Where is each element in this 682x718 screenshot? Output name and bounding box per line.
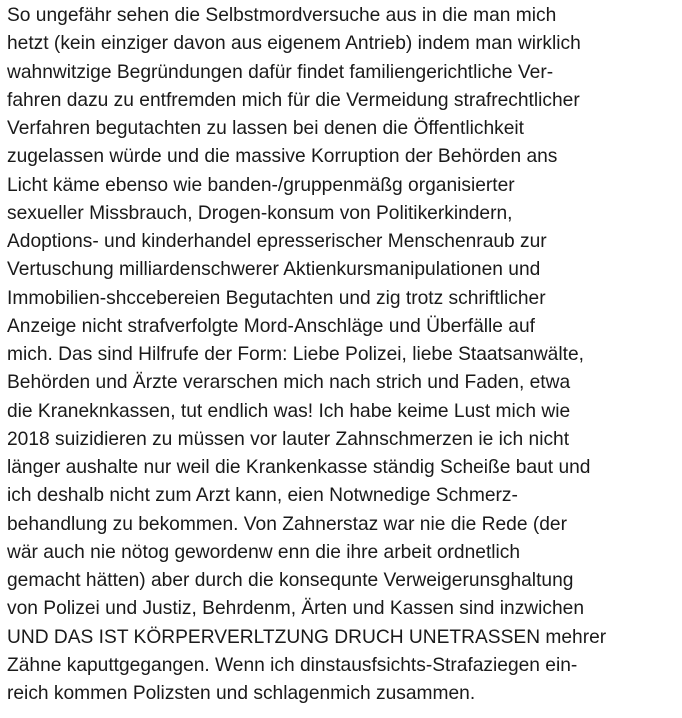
text-line: länger aushalte nur weil die Krankenkasse ständig Scheiße baut und	[7, 457, 591, 478]
text-line: fahren dazu zu entfremden mich für die Vermeidung strafrechtlicher	[7, 89, 580, 111]
text-line: wär auch nie nötog gewordenw enn die ihre arbeit ordnetlich	[7, 541, 521, 563]
text-line: gemacht hätten) aber durch die konsequnte Verweigerunsghaltung	[7, 570, 574, 591]
text-line: Verfahren begutachten zu lassen bei denen die Öffentlichkeit	[7, 118, 525, 139]
text-line: hetzt (kein einziger davon aus eigenem Antrieb) indem man wirklich	[7, 33, 581, 55]
document-text	[7, 2, 677, 708]
text-line: ich deshalb nicht zum Arzt kann, eien Notwnedige Schmerz-	[7, 485, 518, 507]
text-line: UND DAS IST KÖRPERVERLTZUNG DRUCH UNETRASSEN mehrer	[7, 626, 607, 648]
text-line: So ungefähr sehen die Selbstmordversuche aus in die man mich	[7, 5, 557, 26]
text-line: mich. Das sind Hilfrufe der Form: Liebe Polizei, liebe Staatsanwälte,	[7, 344, 584, 365]
text-line: Behörden und Ärzte verarschen mich nach strich und Faden, etwa	[7, 372, 571, 394]
text-line: Licht käme ebenso wie banden-/gruppenmäßg organisierter	[7, 174, 515, 196]
text-line: reich kommen Polizsten und schlagenmich zusammen.	[7, 683, 476, 704]
text-line: von Polizei und Justiz, Behrdenm, Ärten und Kassen sind inzwichen	[7, 598, 585, 620]
text-line: Vertuschung milliardenschwerer Aktienkursmanipulationen und	[7, 259, 541, 281]
text-line: die Kraneknkassen, tut endlich was! Ich habe keime Lust mich wie	[7, 400, 571, 422]
text-line: Zähne kaputtgegangen. Wenn ich dinstausfsichts-Strafaziegen ein-	[7, 654, 578, 676]
text-line: Immobilien-shccebereien Begutachten und zig trotz schriftlicher	[7, 287, 546, 309]
text-line: 2018 suizidieren zu müssen vor lauter Zahnschmerzen ie ich nicht	[7, 428, 570, 450]
text-line: sexueller Missbrauch, Drogen-konsum von Politikerkindern,	[7, 202, 513, 224]
text-line: Anzeige nicht strafverfolgte Mord-Anschläge und Überfälle auf	[7, 315, 535, 337]
text-line: behandlung zu bekommen. Von Zahnerstaz war nie die Rede (der	[7, 513, 567, 535]
text-line: zugelassen würde und die massive Korruption der Behörden ans	[7, 146, 558, 168]
text-line: Adoptions- und kinderhandel epresserischer Menschenraub zur	[7, 231, 547, 252]
text-line: wahnwitzige Begründungen dafür findet familiengerichtliche Ver-	[7, 61, 554, 83]
